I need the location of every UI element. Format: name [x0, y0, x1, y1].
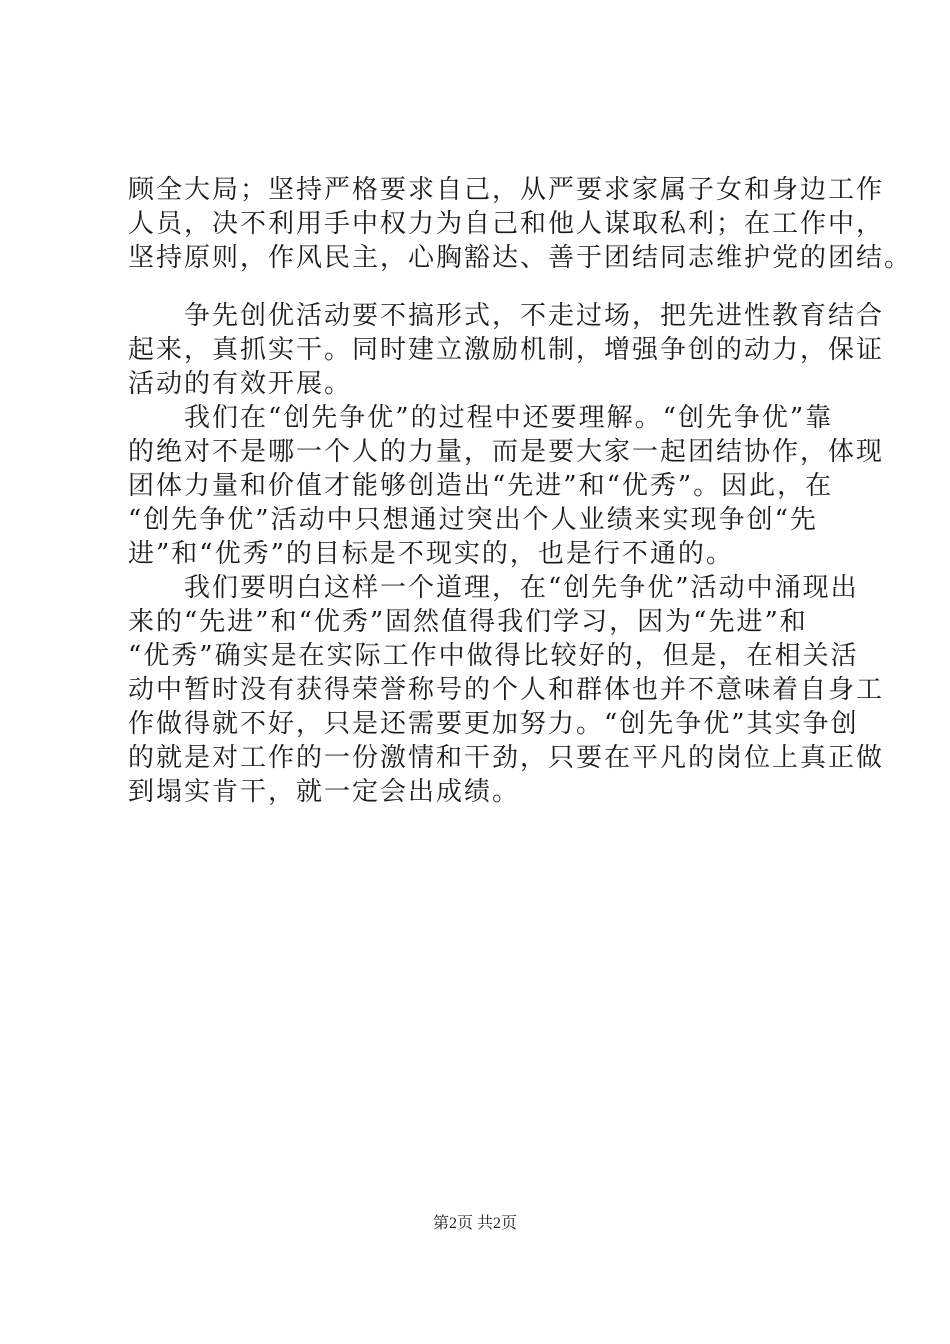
text-line: 的绝对不是哪一个人的力量，而是要大家一起团结协作，体现 — [128, 437, 885, 467]
text-line: 我们在“创先争优”的过程中还要理解。“创先争优”靠 — [128, 403, 834, 433]
page-footer: 第2页 共2页 — [432, 1215, 517, 1232]
text-line: 动中暂时没有获得荣誉称号的个人和群体也并不意味着自身工 — [128, 675, 885, 705]
text-line: 团体力量和价值才能够创造出“先进”和“优秀”。因此，在 — [128, 471, 834, 501]
text-line: 争先创优活动要不搞形式，不走过场，把先进性教育结合 — [128, 301, 885, 331]
text-line: 到塌实肯干，就一定会出成绩。 — [128, 777, 521, 807]
text-line: “创先争优”活动中只想通过突出个人业绩来实现争创“先 — [128, 505, 818, 535]
text-line: 人员，决不利用手中权力为自己和他人谋取私利；在工作中， — [128, 209, 885, 239]
text-line: “优秀”确实是在实际工作中做得比较好的，但是，在相关活 — [128, 641, 859, 671]
text-line: 活动的有效开展。 — [128, 369, 353, 399]
text-line: 来的“先进”和“优秀”固然值得我们学习，因为“先进”和 — [128, 607, 808, 637]
text-line: 坚持原则，作风民主，心胸豁达、善于团结同志维护党的团结。 — [128, 243, 913, 273]
text-line: 的就是对工作的一份激情和干劲，只要在平凡的岗位上真正做 — [128, 743, 885, 773]
text-line: 进”和“优秀”的目标是不现实的，也是行不通的。 — [128, 539, 734, 569]
text-line: 起来，真抓实干。同时建立激励机制，增强争创的动力，保证 — [128, 335, 885, 365]
text-line: 我们要明白这样一个道理，在“创先争优”活动中涌现出 — [128, 573, 859, 603]
text-line: 顾全大局；坚持严格要求自己，从严要求家属子女和身边工作 — [128, 175, 885, 205]
text-line: 作做得就不好，只是还需要更加努力。“创先争优”其实争创 — [128, 709, 859, 739]
